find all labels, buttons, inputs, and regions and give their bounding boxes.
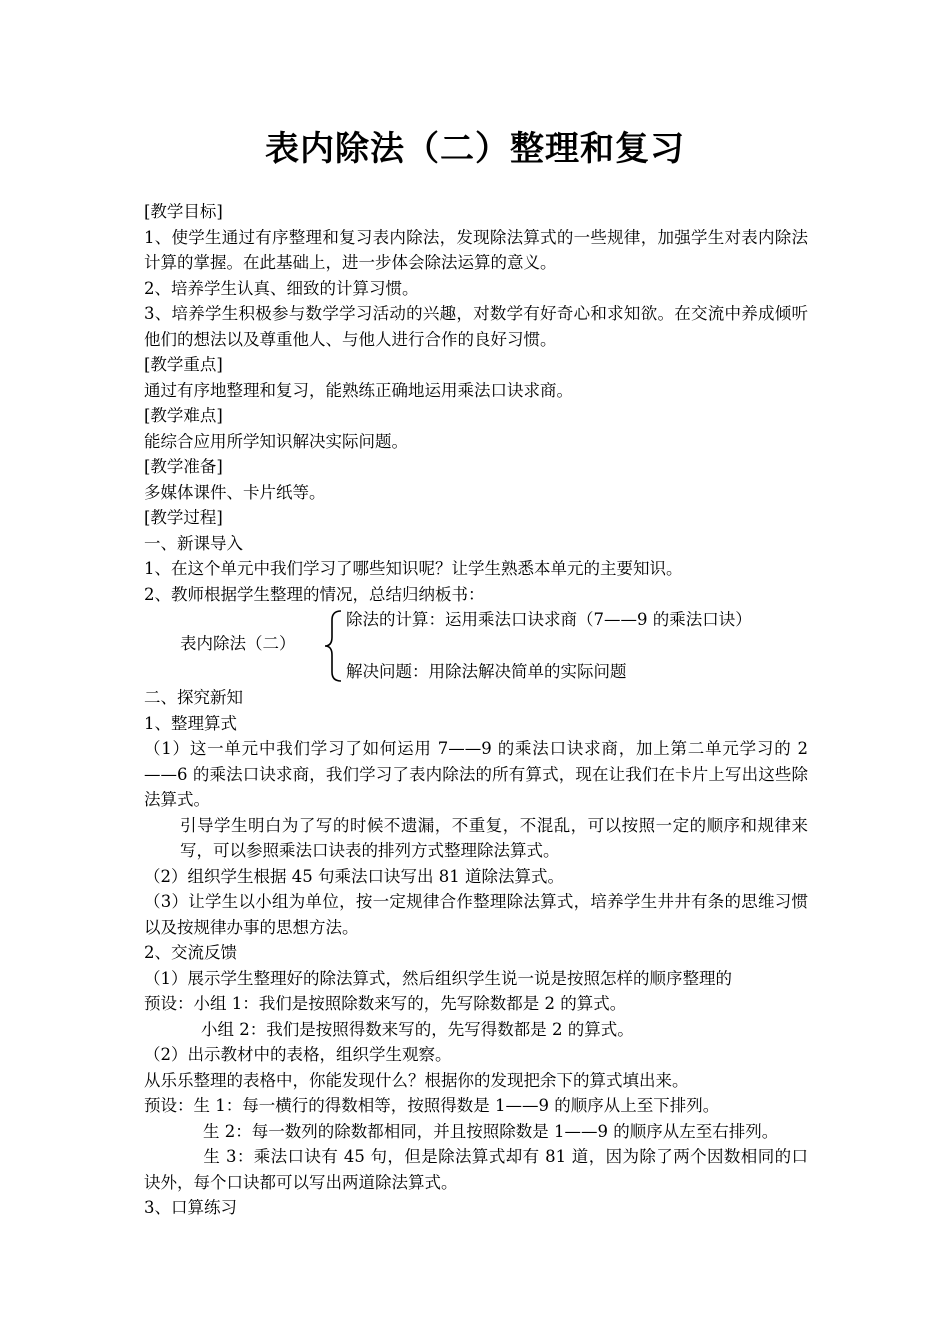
section-heading-preparation: [教学准备] <box>144 457 223 476</box>
process-item-2-1b: 引导学生明白为了写的时候不遗漏，不重复，不混乱，可以按照一定的顺序和规律来写，可以参照乘法口诀表的排列方式整理除法算式。 <box>180 815 808 860</box>
board-summary-topic: 表内除法（二） <box>180 634 296 653</box>
board-summary-calculation: 除法的计算：运用乘法口诀求商（7——9 的乘法口诀） <box>346 610 752 629</box>
process-item-2-2: 2、交流反馈 <box>144 943 237 962</box>
section-heading-key: [教学重点] <box>144 355 223 374</box>
process-item-2-1a: （1）这一单元中我们学习了如何运用 7——9 的乘法口诀求商，加上第二单元学习的 2——6 的乘法口诀求商，我们学习了表内除法的所有算式，现在让我们在卡片上写出这些除法算式。 <box>144 739 808 809</box>
preparation-text: 多媒体课件、卡片纸等。 <box>144 482 326 502</box>
process-item-2-2g-text: 生 2：每一数列的除数都相同，并且按照除数是 1——9 的顺序从左至右排列。 <box>203 1121 779 1141</box>
process-item-2-2e: 从乐乐整理的表格中，你能发现什么？根据你的发现把余下的算式填出来。 <box>144 1070 689 1090</box>
section-heading-goal: [教学目标] <box>144 202 223 221</box>
process-item-2-2h-text: 生 3：乘法口诀有 45 句，但是除法算式却有 81 道，因为除了两个因数相同的口诀外，每个口诀都可以写出两道除法算式。 <box>144 1147 808 1192</box>
process-item-2-2a: （1）展示学生整理好的除法算式，然后组织学生说一说是按照怎样的顺序整理的 <box>144 968 732 988</box>
process-item-2-1c: （2）组织学生根据 45 句乘法口诀写出 81 道除法算式。 <box>144 866 564 886</box>
goal-item-3: 3、培养学生积极参与数学学习活动的兴趣，对数学有好奇心和求知欲。在交流中养成倾听他们的想法以及尊重他人、与他人进行合作的良好习惯。 <box>144 304 808 349</box>
board-summary-problem-solving: 解决问题：用除法解决简单的实际问题 <box>346 662 627 681</box>
process-item-2-1: 1、整理算式 <box>144 713 237 733</box>
process-item-2-2h <box>144 1144 808 1195</box>
curly-brace-icon <box>322 609 344 683</box>
page-title: 表内除法（二）整理和复习 <box>265 129 685 169</box>
process-item-1-1: 1、在这个单元中我们学习了哪些知识呢？让学生熟悉本单元的主要知识。 <box>144 559 683 578</box>
goal-item-1: 1、使学生通过有序整理和复习表内除法，发现除法算式的一些规律，加强学生对表内除法计算的掌握。在此基础上，进一步体会除法运算的意义。 <box>144 227 808 272</box>
section-heading-difficulty: [教学难点] <box>144 406 223 425</box>
key-point: 通过有序地整理和复习，能熟练正确地运用乘法口诀求商。 <box>144 380 573 400</box>
process-item-2-3: 3、口算练习 <box>144 1198 237 1217</box>
process-item-2-1d: （3）让学生以小组为单位，按一定规律合作整理除法算式，培养学生井井有条的思维习惯以及按规律办事的思想方法。 <box>144 892 808 937</box>
document-body <box>144 199 808 1221</box>
section-heading-process: [教学过程] <box>144 508 223 527</box>
process-item-2-2c: 小组 2：我们是按照得数来写的，先写得数都是 2 的算式。 <box>201 1019 634 1039</box>
process-item-2-2b: 预设：小组 1：我们是按照除数来写的，先写除数都是 2 的算式。 <box>144 994 627 1013</box>
process-item-2-2d: （2）出示教材中的表格，组织学生观察。 <box>144 1045 452 1064</box>
process-part-1-heading: 一、新课导入 <box>144 533 243 553</box>
process-item-2-2g <box>144 1119 808 1145</box>
process-item-2-2f: 预设：生 1：每一横行的得数相等，按照得数是 1——9 的顺序从上至下排列。 <box>144 1096 720 1115</box>
difficulty-point: 能综合应用所学知识解决实际问题。 <box>144 431 408 451</box>
process-item-1-2: 2、教师根据学生整理的情况，总结归纳板书： <box>144 584 485 604</box>
process-part-2-heading: 二、探究新知 <box>144 688 243 707</box>
goal-item-2: 2、培养学生认真、细致的计算习惯。 <box>144 278 419 298</box>
board-summary <box>144 607 808 685</box>
